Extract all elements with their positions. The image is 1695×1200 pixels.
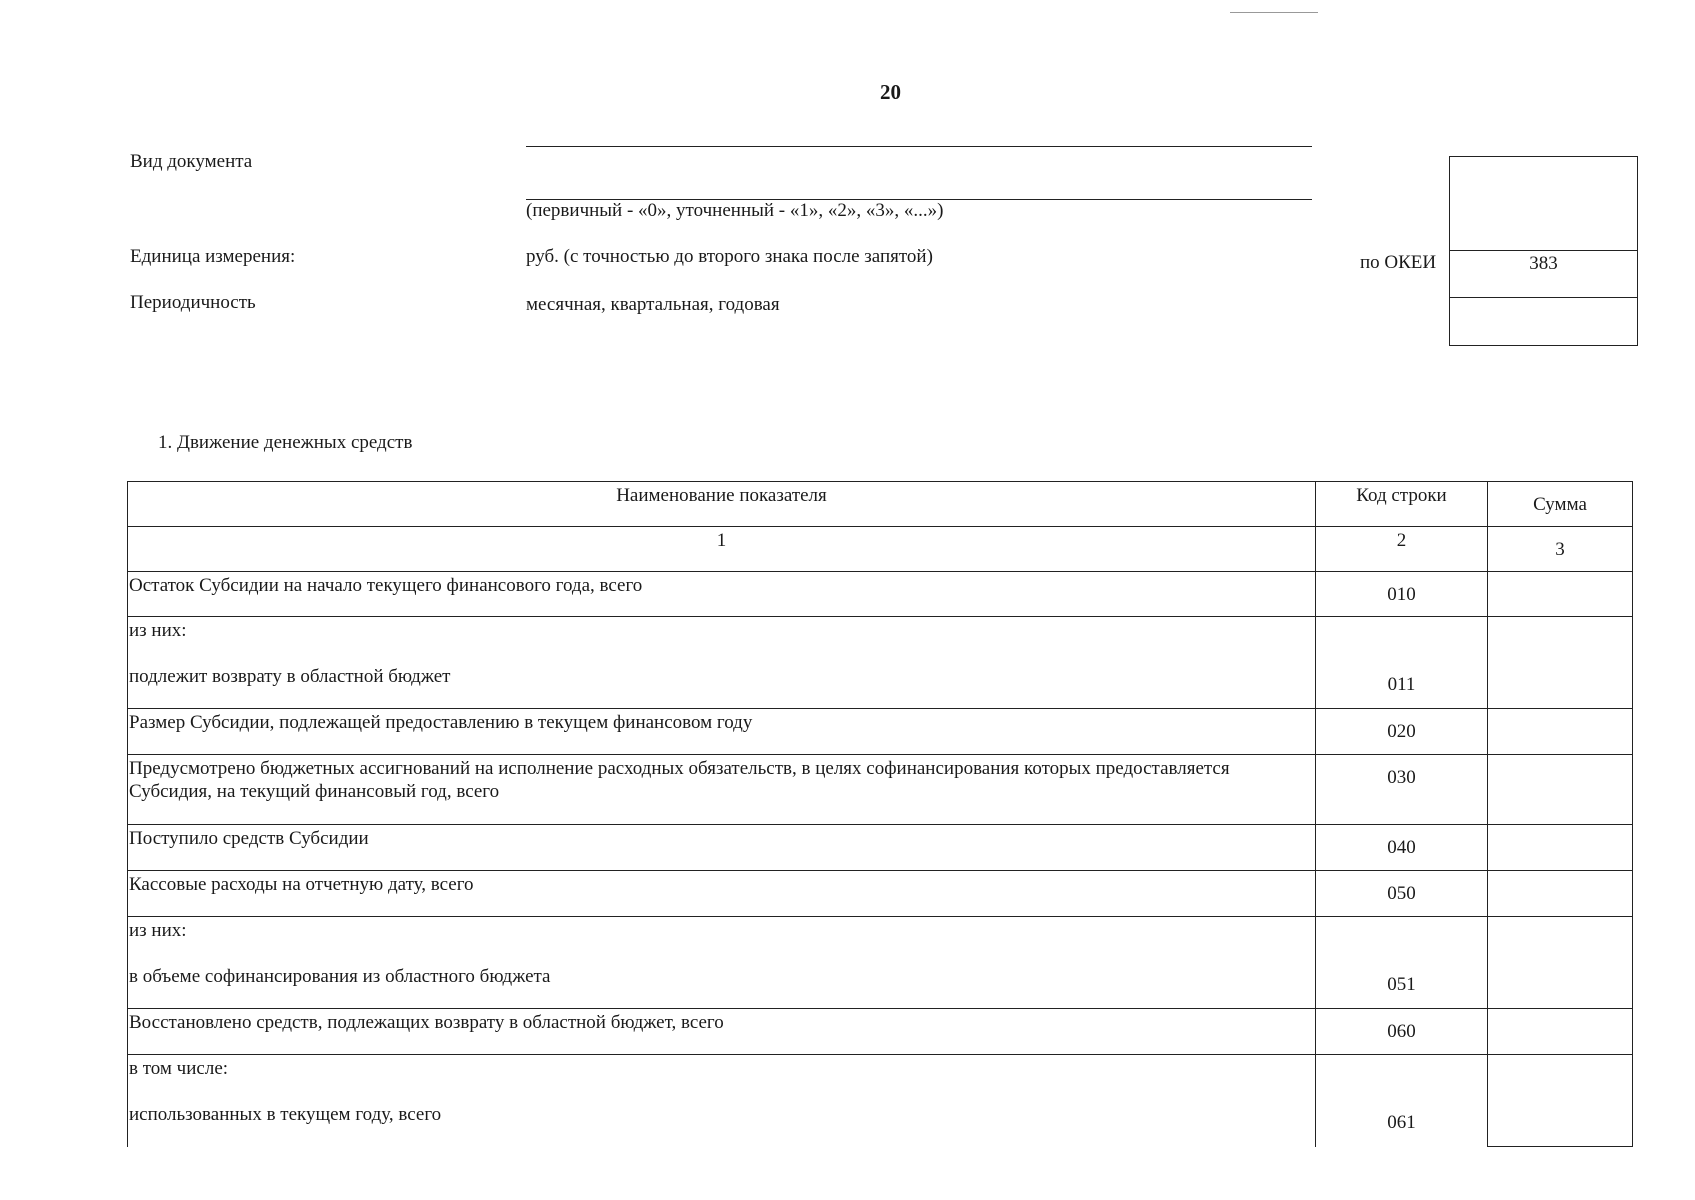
code-box-separator	[1450, 250, 1637, 251]
row-code: 030	[1316, 755, 1488, 825]
unit-value: руб. (с точностью до второго знака после запятой)	[526, 246, 933, 267]
column-number: 1	[128, 527, 1316, 572]
row-name: Поступило средств Субсидии	[128, 825, 1316, 871]
column-header: Наименование показателя	[128, 482, 1316, 527]
table-header-row	[128, 482, 1633, 527]
table-row	[128, 1055, 1633, 1147]
column-number: 3	[1488, 527, 1633, 572]
row-name-cell	[128, 1055, 1316, 1147]
row-prefix: в том числе:	[129, 1058, 229, 1079]
table-row	[128, 572, 1633, 617]
row-sum	[1488, 617, 1633, 709]
row-code: 040	[1316, 825, 1488, 871]
table-row	[128, 617, 1633, 709]
row-code: 050	[1316, 871, 1488, 917]
row-name: Предусмотрено бюджетных ассигнований на исполнение расходных обязательств, в целях софинансирования которых предоставляется Субсидия, на текущий финансовый год, всего	[128, 755, 1316, 825]
column-number: 2	[1316, 527, 1488, 572]
table-row	[128, 871, 1633, 917]
doc-type-line-top	[526, 146, 1312, 147]
table-row	[128, 755, 1633, 825]
code-box-separator	[1450, 297, 1637, 298]
row-prefix: из них:	[129, 620, 187, 641]
okei-code: 383	[1529, 253, 1558, 274]
row-sum	[1488, 917, 1633, 1009]
doc-type-hint: (первичный - «0», уточненный - «1», «2», «3», «...»)	[526, 200, 944, 221]
row-sum	[1488, 871, 1633, 917]
row-name: использованных в текущем году, всего	[129, 1104, 442, 1125]
table-row	[128, 1009, 1633, 1055]
row-sum	[1488, 755, 1633, 825]
row-name: Остаток Субсидии на начало текущего финансового года, всего	[128, 572, 1316, 617]
row-sum	[1488, 825, 1633, 871]
row-name: в объеме софинансирования из областного бюджета	[129, 966, 551, 987]
row-code: 020	[1316, 709, 1488, 755]
row-name-cell	[128, 917, 1316, 1009]
row-code: 011	[1316, 617, 1488, 709]
row-code: 010	[1316, 572, 1488, 617]
row-prefix: из них:	[129, 920, 187, 941]
column-number-row	[128, 527, 1633, 572]
column-header: Сумма	[1488, 482, 1633, 527]
row-sum	[1488, 709, 1633, 755]
table-row	[128, 917, 1633, 1009]
row-name: подлежит возврату в областной бюджет	[129, 666, 451, 687]
row-name: Размер Субсидии, подлежащей предоставлению в текущем финансовом году	[128, 709, 1316, 755]
unit-label: Единица измерения:	[130, 246, 296, 267]
row-sum	[1488, 1009, 1633, 1055]
page-number: 20	[880, 80, 901, 104]
code-box	[1449, 156, 1638, 346]
column-header: Код строки	[1316, 482, 1488, 527]
table-row	[128, 709, 1633, 755]
row-sum	[1488, 1055, 1633, 1147]
section-title: 1. Движение денежных средств	[158, 432, 413, 453]
table-row	[128, 825, 1633, 871]
cash-flow-table	[127, 481, 1633, 1147]
row-name: Кассовые расходы на отчетную дату, всего	[128, 871, 1316, 917]
period-value: месячная, квартальная, годовая	[526, 294, 780, 315]
row-code: 061	[1316, 1055, 1488, 1147]
row-name: Восстановлено средств, подлежащих возврату в областной бюджет, всего	[128, 1009, 1316, 1055]
okei-label: по ОКЕИ	[1360, 252, 1437, 273]
period-label: Периодичность	[130, 292, 256, 313]
row-code: 060	[1316, 1009, 1488, 1055]
row-name-cell	[128, 617, 1316, 709]
doc-type-label: Вид документа	[130, 151, 253, 172]
row-code: 051	[1316, 917, 1488, 1009]
top-edge-rule	[1230, 12, 1318, 13]
row-sum	[1488, 572, 1633, 617]
